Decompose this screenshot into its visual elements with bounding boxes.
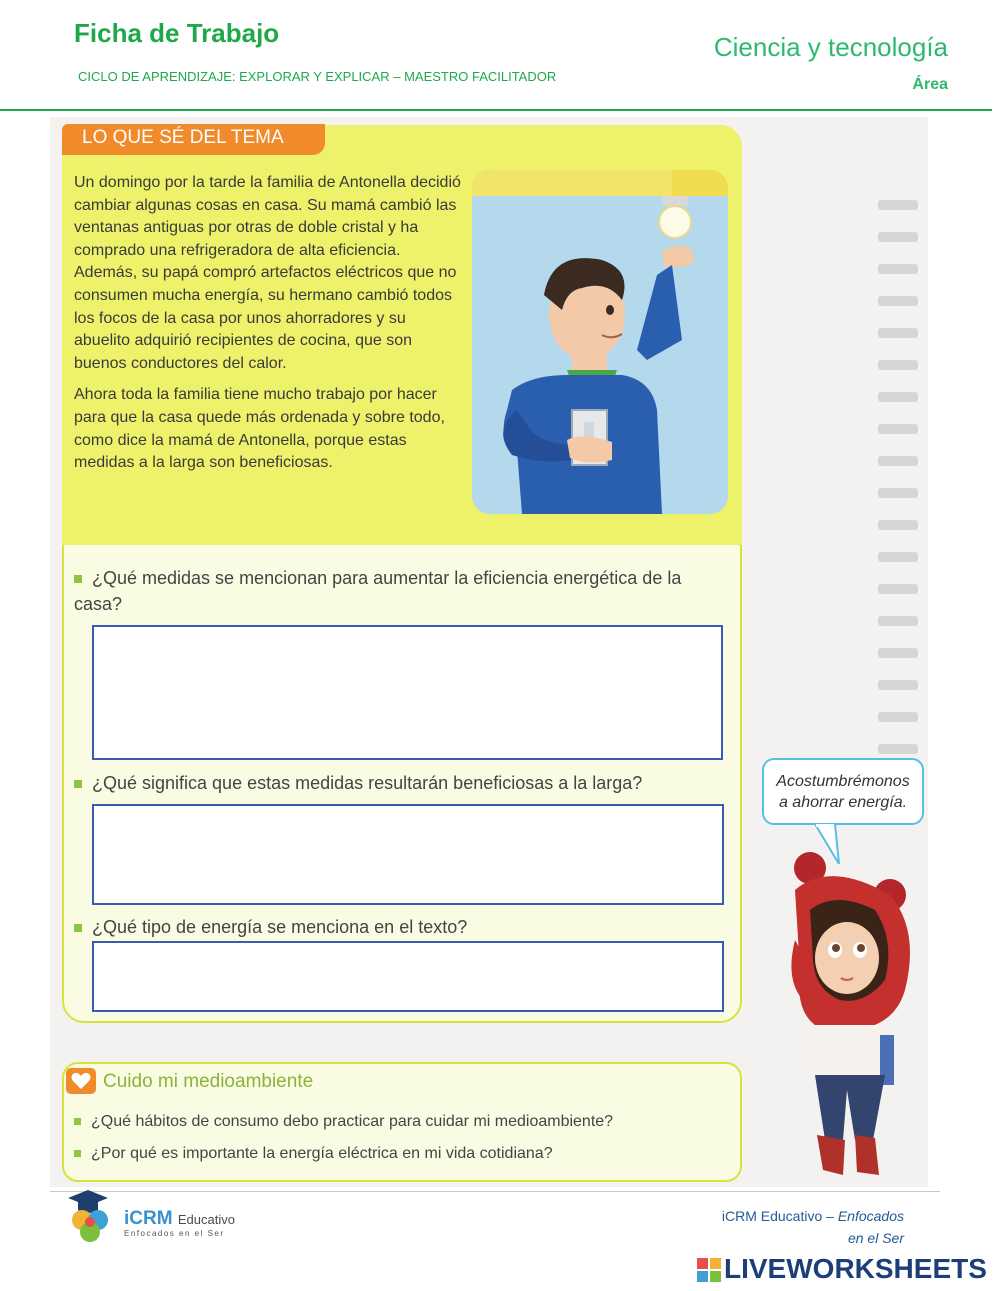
- subject-label: Ciencia y tecnología: [713, 32, 948, 62]
- question-2-text: ¿Qué significa que estas medidas resultarán beneficiosas a la larga?: [92, 773, 643, 793]
- section-tag: LO QUE SÉ DEL TEMA: [62, 124, 325, 155]
- story-paragraph-2: Ahora toda la familia tiene mucho trabajo por hacer para que la casa quede más ordenada y sobre todo, como dice la mamá de Antonella, porque estas medidas a la larga son beneficiosas.: [74, 386, 445, 472]
- heart-icon-drawing: [66, 1068, 96, 1094]
- answer-box-2[interactable]: [92, 804, 724, 905]
- speech-bubble-line-1: Acostumbrémonos: [776, 773, 910, 790]
- liveworksheets-logo-icon: [697, 1258, 721, 1282]
- header-divider: [0, 109, 992, 111]
- question-1: [74, 565, 724, 617]
- icrm-logo-brand: iCRM: [124, 1208, 173, 1229]
- footer-credit: [664, 1205, 904, 1249]
- speech-bubble: [762, 758, 924, 825]
- answer-box-3[interactable]: [92, 941, 724, 1012]
- learning-cycle-label: CICLO DE APRENDIZAJE: EXPLORAR Y EXPLICAR – MAESTRO FACILITADOR: [78, 69, 557, 84]
- credit-italic-1: Enfocados: [837, 1208, 904, 1224]
- girl-character-drawing: [755, 850, 925, 1180]
- worksheet-title: Ficha de Trabajo: [74, 18, 280, 48]
- heart-icon: [66, 1068, 96, 1094]
- question-1-text: ¿Qué medidas se mencionan para aumentar la eficiencia energética de la casa?: [74, 568, 682, 614]
- icrm-logo-icon: [66, 1188, 116, 1244]
- area-label: Área: [912, 76, 948, 93]
- credit-name: iCRM Educativo –: [721, 1208, 834, 1224]
- story-paragraph-1: Un domingo por la tarde la familia de Antonella decidió cambiar algunas cosas en casa. Su mamá cambió las ventanas antiguas por otras de doble cristal y ha comprado una refrigeradora de alta eficiencia. Además, su papá compró artefactos eléctricos que no consumen mucha energía, su hermano cambió todos los focos de la casa por unos ahorradores y su abuelito adquirió recipientes de cocina, que son buenos conductores del calor.: [74, 174, 461, 372]
- icrm-logo-suffix: Educativo: [177, 1212, 235, 1227]
- environment-question-2-text: ¿Por qué es importante la energía eléctrica en mi vida cotidiana?: [91, 1145, 553, 1162]
- question-3: [74, 914, 734, 940]
- man-changing-bulb-drawing: [472, 170, 728, 514]
- speech-bubble-line-2: a ahorrar energía.: [778, 794, 908, 811]
- story-text: [74, 172, 464, 475]
- man-changing-bulb-illustration: [472, 170, 728, 514]
- bullet-icon: [74, 780, 82, 788]
- faded-adjacent-page-text: [858, 200, 928, 820]
- question-3-text: ¿Qué tipo de energía se menciona en el texto?: [92, 917, 468, 937]
- girl-character-illustration: [755, 850, 925, 1180]
- environment-question-1: [74, 1113, 613, 1131]
- answer-box-1[interactable]: [92, 625, 723, 760]
- environment-care-title: Cuido mi medioambiente: [103, 1071, 314, 1092]
- environment-question-2: [74, 1145, 553, 1163]
- liveworksheets-wordmark[interactable]: LIVEWORKSHEETS: [724, 1253, 987, 1284]
- bullet-icon: [74, 924, 82, 932]
- bullet-icon: [74, 575, 82, 583]
- environment-question-1-text: ¿Qué hábitos de consumo debo practicar para cuidar mi medioambiente?: [91, 1113, 614, 1130]
- bullet-icon: [74, 1150, 81, 1157]
- question-2: [74, 770, 734, 796]
- icrm-logo-drawing: [66, 1188, 116, 1244]
- icrm-logo-tagline: Enfocados en el Ser: [124, 1229, 225, 1238]
- icrm-logo-name: [124, 1208, 235, 1230]
- bullet-icon: [74, 1118, 81, 1125]
- credit-italic-2: en el Ser: [847, 1230, 904, 1246]
- footer-divider: [50, 1191, 940, 1192]
